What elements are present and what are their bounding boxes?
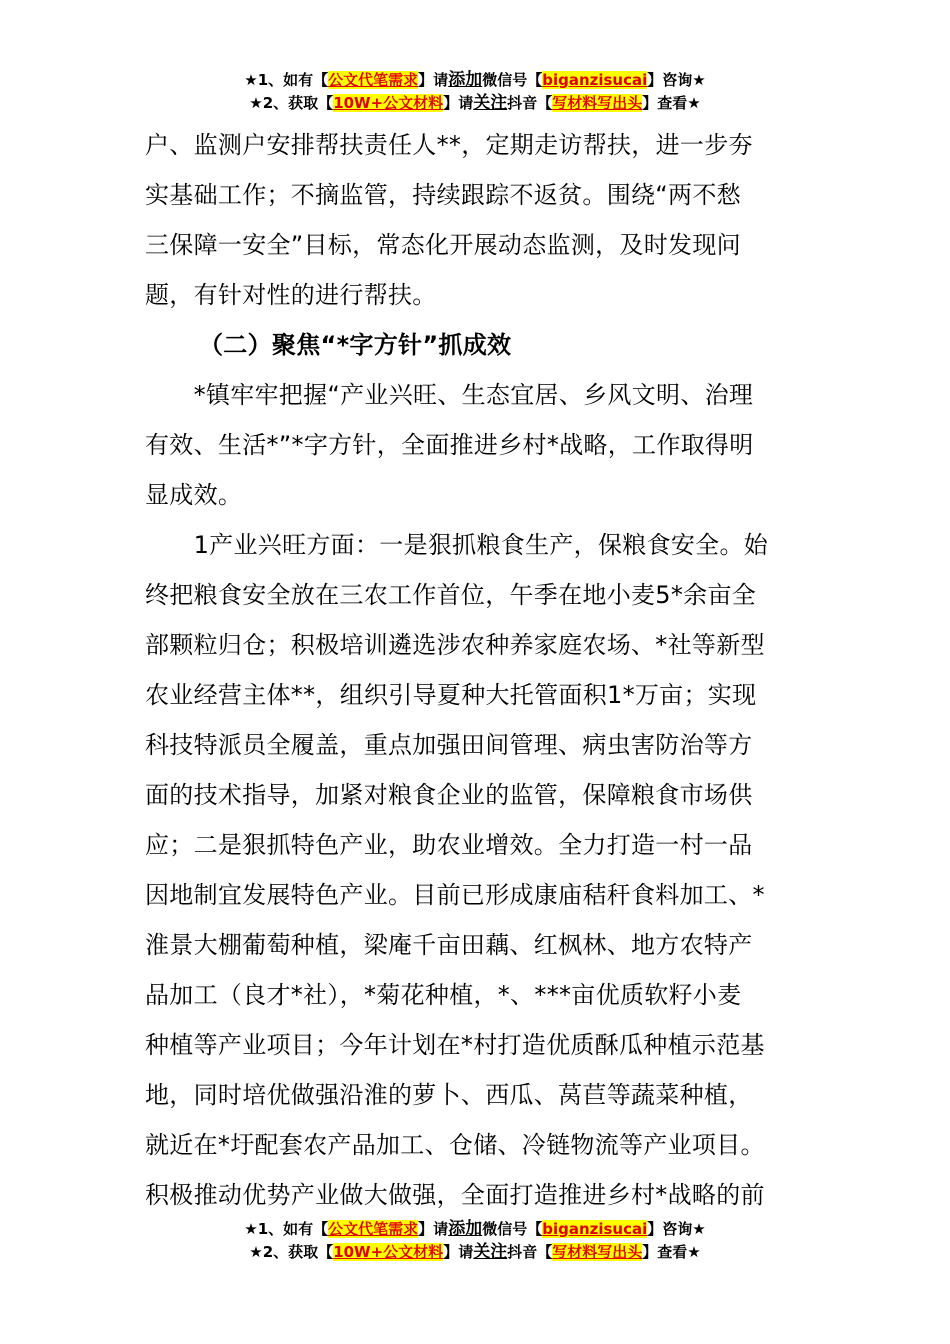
body-line: 终把粮食安全放在三农工作首位，午季在地小麦5*余亩全 (145, 581, 757, 609)
body-line: 1产业兴旺方面：一是狠抓粮食生产，保粮食安全。始 (145, 531, 769, 559)
banner-text: 】查看★ (642, 94, 701, 112)
banner-highlight: biganzisucai (542, 71, 648, 89)
body-line: 有效、生活*”*字方针，全面推进乡村*战略，工作取得明 (145, 431, 754, 459)
banner-highlight: 写材料写出头 (552, 1243, 643, 1261)
document-body (145, 120, 825, 1220)
banner-highlight: 10W+公文材料 (333, 94, 444, 112)
body-line: 题，有针对性的进行帮扶。 (145, 281, 437, 309)
body-line: 就近在*圩配套农产品加工、仓储、冷链物流等产业项目。 (145, 1131, 765, 1159)
body-line: 显成效。 (145, 481, 243, 509)
body-line: 面的技术指导，加紧对粮食企业的监管，保障粮食市场供 (145, 781, 753, 809)
body-line: 品加工（良才*社），*菊花种植，*、***亩优质软籽小麦 (145, 981, 742, 1009)
banner-text: 微信号【 (482, 1220, 543, 1238)
body-line: 积极推动优势产业做大做强，全面打造推进乡村*战略的前 (145, 1181, 765, 1209)
banner-underline: 关注 (473, 1242, 508, 1262)
banner-line-1 (0, 1218, 950, 1241)
footer-banner (0, 1218, 950, 1264)
header-banner (0, 69, 950, 115)
banner-line-1 (0, 69, 950, 92)
banner-text: ★1、如有【 (244, 71, 329, 89)
body-line: 农业经营主体**，组织引导夏种大托管面积1*万亩；实现 (145, 681, 757, 709)
banner-text: ★2、获取【 (249, 94, 334, 112)
banner-underline: 添加 (448, 70, 483, 90)
body-line: 淮景大棚葡萄种植，梁庵千亩田藕、红枫林、地方农特产 (145, 931, 753, 959)
body-line: 实基础工作；不摘监管，持续跟踪不返贫。围绕“两不愁 (145, 181, 741, 209)
banner-text: 微信号【 (482, 71, 543, 89)
banner-text: 】咨询★ (647, 71, 706, 89)
body-line: 地，同时培优做强沿淮的萝卜、西瓜、莴苣等蔬菜种植， (145, 1081, 753, 1109)
banner-text: 】咨询★ (647, 1220, 706, 1238)
banner-text: 】请 (443, 1243, 474, 1261)
banner-highlight: 写材料写出头 (552, 94, 643, 112)
banner-text: 】请 (418, 71, 449, 89)
body-line: 三保障一安全”目标，常态化开展动态监测，及时发现问 (145, 231, 741, 259)
banner-highlight: 公文代笔需求 (328, 1220, 419, 1238)
banner-text: ★1、如有【 (244, 1220, 329, 1238)
banner-line-2 (0, 92, 950, 115)
section-heading: （二）聚焦“*字方针”抓成效 (199, 331, 512, 359)
body-line: 部颗粒归仓；积极培训遴选涉农种养家庭农场、*社等新型 (145, 631, 765, 659)
banner-text: 】请 (443, 94, 474, 112)
banner-text: ★2、获取【 (249, 1243, 334, 1261)
body-line: 应；二是狠抓特色产业，助农业增效。全力打造一村一品 (145, 831, 753, 859)
body-line: 户、监测户安排帮扶责任人**，定期走访帮扶，进一步夯 (145, 131, 753, 159)
banner-text: 抖音【 (507, 94, 553, 112)
banner-text: 】查看★ (642, 1243, 701, 1261)
body-line: 种植等产业项目；今年计划在*村打造优质酥瓜种植示范基 (145, 1031, 765, 1059)
banner-highlight: 公文代笔需求 (328, 71, 419, 89)
banner-highlight: biganzisucai (542, 1220, 648, 1238)
banner-line-2 (0, 1241, 950, 1264)
body-line: 科技特派员全履盖，重点加强田间管理、病虫害防治等方 (145, 731, 753, 759)
body-line: *镇牢牢把握“产业兴旺、生态宜居、乡风文明、治理 (145, 381, 754, 409)
body-line: 因地制宜发展特色产业。目前已形成康庙秸秆食料加工、* (145, 881, 765, 909)
banner-text: 】请 (418, 1220, 449, 1238)
banner-underline: 关注 (473, 93, 508, 113)
banner-highlight: 10W+公文材料 (333, 1243, 444, 1261)
banner-text: 抖音【 (507, 1243, 553, 1261)
banner-underline: 添加 (448, 1219, 483, 1239)
